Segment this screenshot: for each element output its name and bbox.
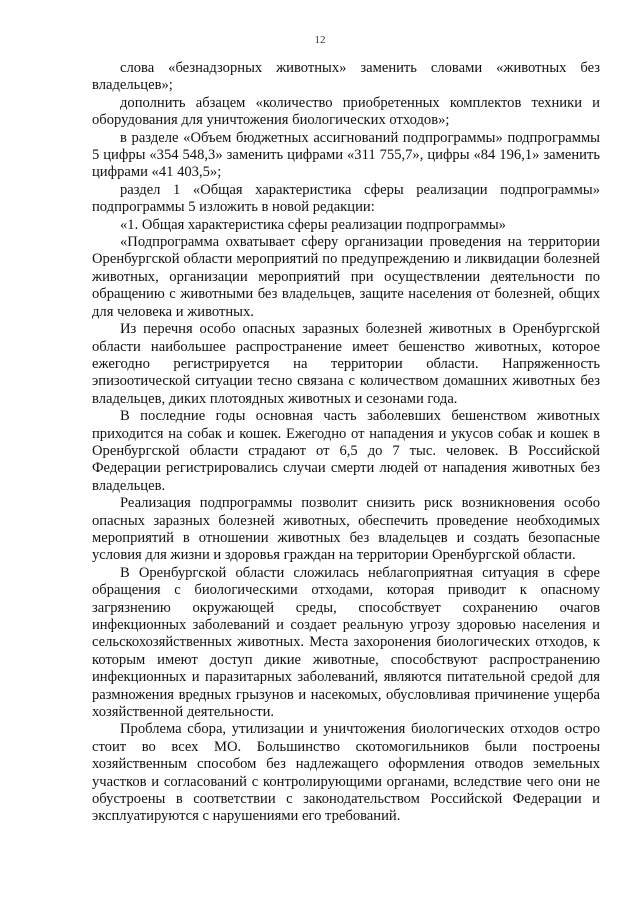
paragraph-11: Проблема сбора, утилизации и уничтожения биологических отходов остро стоит во всех МО. Большинство скотомогильников были построены хозяйственным способом без надлежащего оформления отводов земельных участков и согласований с контролирующими органами, вследствие чего они не обустроены в соответствии с законодательством Российской Федерации и эксплуатируются с нарушениями его требований. xyxy=(92,721,600,825)
paragraph-3: в разделе «Объем бюджетных ассигнований подпрограммы» подпрограммы 5 цифры «354 548,3» заменить цифрами «311 755,7», цифры «84 196,1» заменить цифрами «41 403,5»; xyxy=(92,129,600,181)
paragraph-1: слова «безнадзорных животных» заменить словами «животных без владельцев»; xyxy=(92,60,600,94)
paragraph-7: Из перечня особо опасных заразных болезней животных в Оренбургской области наибольшее распространение имеет бешенство животных, которое ежегодно регистрируется на территории области. Напряженность эпизоотической ситуации тесно связана с количеством домашних животных без владельцев, диких плотоядных животных и сезонами года. xyxy=(92,321,600,407)
section-heading: «1. Общая характеристика сферы реализации подпрограммы» xyxy=(120,216,506,233)
paragraph-8: В последние годы основная часть заболевших бешенством животных приходится на собак и кошек. Ежегодно от нападения и укусов собак и кошек в Оренбургской области страдают от 6,5 до 7 тыс. человек. В Российской Федерации регистрировались случаи смерти людей от нападения животных без владельцев. xyxy=(92,408,600,494)
paragraph-4: раздел 1 «Общая характеристика сферы реализации подпрограммы» подпрограммы 5 изложить в новой редакции: xyxy=(92,181,600,216)
paragraph-10: В Оренбургской области сложилась неблагоприятная ситуация в сфере обращения с биологическими отходами, которая приводит к опасному загрязнению окружающей среды, способствует сохранению очагов инфекционных заболеваний и создает реальную угрозу здоровью населения и сельскохозяйственных животных. Места захоронения биологических отходов, к которым имеют доступ дикие животные, способствуют распространению инфекционных и паразитарных заболеваний, являются питательной средой для размножения вредных грызунов и насекомых, обусловливая причинение ущерба хозяйственной деятельности. xyxy=(92,564,600,721)
paragraph-2: дополнить абзацем «количество приобретенных комплектов техники и оборудования для уничтожения биологических отходов»; xyxy=(92,94,600,129)
document-body xyxy=(92,60,600,826)
paragraph-6: «Подпрограмма охватывает сферу организации проведения на территории Оренбургской области мероприятий по предупреждению и ликвидации болезней животных, организации мероприятий при осуществлении деятельности по обращению с животными без владельцев, защите населения от болезней, общих для человека и животных. xyxy=(92,234,600,320)
page-number: 12 xyxy=(314,34,326,46)
paragraph-9: Реализация подпрограммы позволит снизить риск возникновения особо опасных заразных болезней животных, обеспечить проведение необходимых мероприятий в отношении животных без владельцев и создать безопасные условия для жизни и здоровья граждан на территории Оренбургской области. xyxy=(92,495,600,564)
